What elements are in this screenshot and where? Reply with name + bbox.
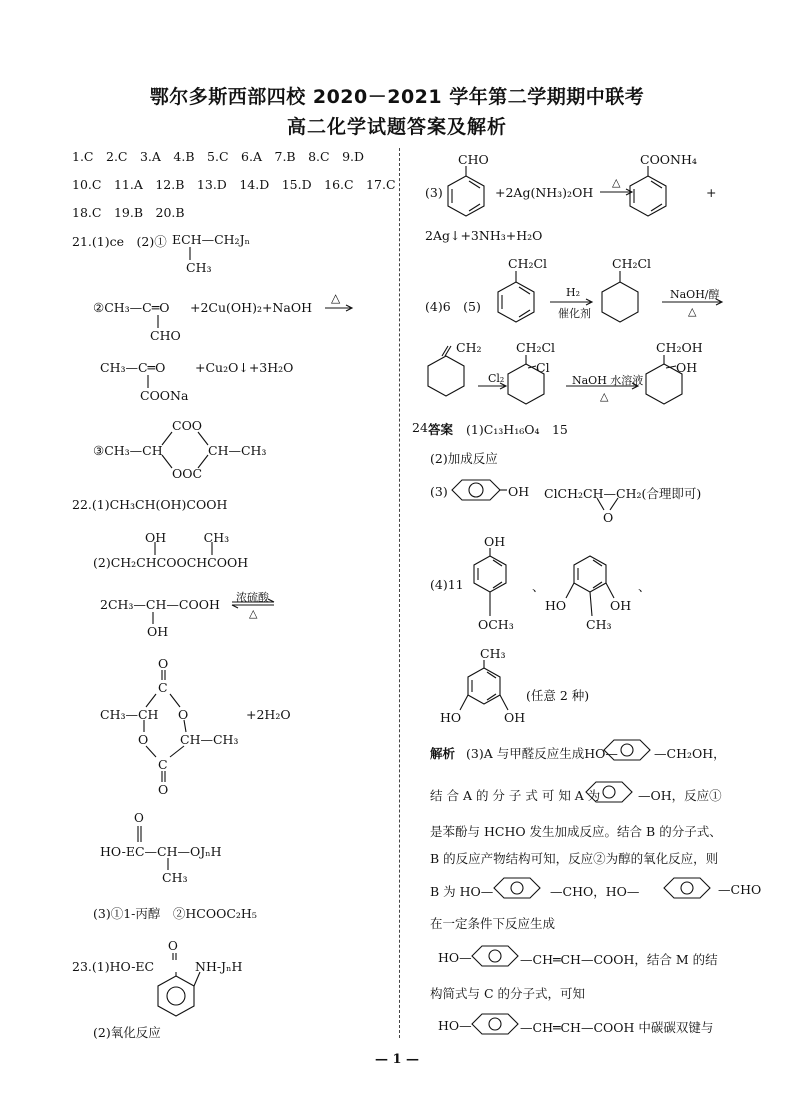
q23-ch2cl-2: CH₂Cl (612, 256, 652, 271)
q23-heat-2: △ (688, 305, 697, 318)
analysis-line-4: B 的反应产物结构可知，反应②为醇的氧化反应，则 (430, 851, 719, 866)
q22-r-sub: OH (147, 624, 169, 639)
q22-ring-o-left: O (138, 732, 149, 747)
analysis-line-1: (3)A 与甲醛反应生成HO— (466, 746, 618, 761)
q23-part4: (4)6 (5) (425, 299, 481, 314)
bond-line (198, 455, 208, 468)
bond-line (162, 432, 172, 445)
heat-symbol: △ (331, 291, 341, 305)
q21-r2-sub: CHO (150, 328, 181, 343)
choice-row-3: 18.C 19.B 20.B (72, 205, 185, 220)
analysis-line-8: 构简式与 C 的分子式，可知 (430, 986, 586, 1001)
benzene-ring (498, 282, 534, 322)
q21-polymer-sub: CH₃ (186, 260, 212, 275)
benzene-ring (574, 556, 606, 592)
bond-line (487, 672, 496, 678)
q21-r2-lead: ②CH₃—C═O (93, 300, 170, 315)
q22-part2: (2)CH₂CHCOOCHCOOH (93, 555, 249, 570)
benzene-ring (472, 1014, 518, 1034)
analysis-line-7-tail: —CH═CH—COOH，结合 M 的结 (520, 952, 718, 967)
q23-part3-tail: 2Ag↓+3NH₃+H₂O (425, 228, 543, 243)
bond-line (593, 582, 602, 588)
q24-part3-o: O (603, 510, 614, 525)
bond-line (487, 694, 496, 700)
analysis-line-5: B 为 HO— (430, 884, 494, 899)
q22-ring-o-right: O (178, 707, 189, 722)
q22-ring-c-bottom: C (158, 757, 168, 772)
q23-ch2cl-3: CH₂Cl (516, 340, 556, 355)
benzene-ring (586, 782, 632, 802)
q22-part1: 22.(1)CH₃CH(OH)COOH (72, 497, 228, 512)
q24-iso2-ho: HO (545, 598, 567, 613)
q22-ring-tail: +2H₂O (246, 707, 291, 722)
bond-line (460, 695, 468, 710)
analysis-line-3: 是苯酚与 HCHO 发生加成反应。结合 B 的分子式、 (430, 824, 722, 839)
bond-line (198, 432, 208, 445)
bond-line (170, 746, 184, 757)
page-subtitle: 高二化学试题答案及解析 (286, 116, 507, 138)
cyclohexane-ring (428, 356, 464, 396)
bond-line (651, 181, 662, 188)
bond-line (651, 204, 662, 211)
q23-heat-3: △ (600, 390, 609, 403)
q24-head: 24. (412, 420, 432, 435)
q24-answer-label: 答案 (428, 422, 454, 437)
q22-part2-top: OH CH₃ (145, 530, 230, 545)
q23-part3-lead: (3) (425, 185, 443, 200)
analysis-line-5-tail: —CHO (718, 882, 762, 897)
q21-r2-product-sub: COONa (140, 388, 189, 403)
analysis-label: 解析 (430, 746, 456, 761)
q23-ch2oh: CH₂OH (656, 340, 703, 355)
q23-cl: Cl (536, 360, 550, 375)
bond-line (590, 592, 592, 616)
cyclohexane-ring (508, 364, 544, 404)
bond-line (170, 694, 180, 707)
q22-ring-right: CH—CH₃ (180, 732, 239, 747)
benzene-ring (494, 878, 540, 898)
q24-iso2-ch3: CH₃ (586, 617, 612, 632)
q23-part1: 23.(1)HO-EC (72, 959, 155, 974)
bond-line (606, 583, 614, 598)
bond-line (469, 204, 480, 211)
q24-iso3-ho: HO (440, 710, 462, 725)
aromatic-circle (621, 744, 633, 756)
q21-r3-ooc: OOC (172, 466, 203, 481)
q23-catalyst: 催化剂 (558, 307, 591, 320)
benzene-ring (158, 976, 194, 1016)
q24-any2: (任意 2 种) (526, 688, 590, 703)
q21-r2-tail: +Cu₂O↓+3H₂O (195, 360, 294, 375)
aromatic-circle (681, 882, 693, 894)
q23-ch2cl-1: CH₂Cl (508, 256, 548, 271)
q23-part3-reagent: +2Ag(NH₃)₂OH (495, 185, 594, 200)
q21-r3-tail: CH—CH₃ (208, 443, 267, 458)
bond-line (493, 560, 502, 566)
q22-polymer-sub: CH₃ (162, 870, 188, 885)
aromatic-circle (489, 950, 501, 962)
q22-catalyst: 浓硫酸 (236, 591, 269, 604)
bond-line (610, 498, 618, 510)
benzene-ring (448, 176, 484, 216)
atom-label: O (134, 811, 144, 825)
atom-label: O (168, 939, 178, 953)
q23-coonh4-label: COONH₄ (640, 152, 697, 167)
bond-line (500, 695, 508, 710)
q22-r-lead: 2CH₃—CH—COOH (100, 597, 220, 612)
choice-row-1: 1.C 2.C 3.A 4.B 5.C 6.A 7.B 8.C 9.D (72, 149, 365, 164)
bond-line (442, 346, 448, 356)
bond-line (146, 746, 156, 757)
q23-naoh-alcohol: NaOH/醇 (670, 288, 720, 301)
q24-part4: (4)11 (430, 577, 464, 592)
q22-heat: △ (249, 607, 258, 620)
cyclohexane-ring (646, 364, 682, 404)
bond-line (194, 972, 200, 986)
q24-part3: (3) (430, 484, 448, 499)
q23-cho-label: CHO (458, 152, 489, 167)
analysis-line-9: HO— (438, 1018, 472, 1033)
analysis-line-6: 在一定条件下反应生成 (430, 916, 556, 931)
q21-polymer: ECH—CH₂Jₙ (172, 232, 250, 247)
q21-part1: 21.(1)ce (2)① (72, 234, 167, 249)
page-title: 鄂尔多斯西部四校 2020－2021 学年第二学期期中联考 (149, 86, 645, 108)
q23-h2: H₂ (566, 286, 581, 299)
q24-iso1-och3: OCH₃ (478, 617, 514, 632)
choice-row-2: 10.C 11.A 12.B 13.D 14.D 15.D 16.C 17.C (72, 177, 396, 192)
benzene-ring (474, 556, 506, 592)
analysis-line-1-tail: —CH₂OH， (654, 746, 726, 761)
q23-heat-1: △ (612, 176, 621, 189)
q24-part1: (1)C₁₃H₁₆O₄ 15 (466, 422, 568, 437)
q24-part2: (2)加成反应 (430, 451, 498, 466)
q23-plus: + (706, 185, 717, 200)
analysis-line-2-tail: —OH，反应① (638, 788, 722, 803)
bond-line (162, 455, 172, 468)
page-number: — 1 — (374, 1052, 420, 1067)
q22-ring-left: CH₃—CH (100, 707, 159, 722)
benzene-ring (468, 668, 500, 704)
q21-r3-lead: ③CH₃—CH (93, 443, 163, 458)
q22-part3: (3)①1-丙醇 ②HCOOC₂H₅ (93, 906, 257, 921)
analysis-line-5-mid: —CHO，HO— (550, 884, 640, 899)
q23-oh: OH (676, 360, 698, 375)
aromatic-circle (469, 483, 483, 497)
q23-part2: (2)氧化反应 (93, 1025, 161, 1040)
bond-line (519, 287, 530, 294)
q21-r2-reagent: +2Cu(OH)₂+NaOH (190, 300, 312, 315)
bond-line (593, 560, 602, 566)
bond-line (146, 694, 156, 707)
q21-r2-product: CH₃—C═O (100, 360, 166, 375)
q22-ring-o-bottom: O (158, 782, 169, 797)
q24-iso3-ch3: CH₃ (480, 646, 506, 661)
bond-line (566, 583, 574, 598)
q22-polymer: HO-EC—CH—OJₙH (100, 844, 222, 859)
bond-line (469, 181, 480, 188)
analysis-line-2: 结 合 A 的 分 子 式 可 知 A 为 (430, 788, 601, 803)
aromatic-circle (167, 987, 185, 1005)
q24-iso3-oh: OH (504, 710, 526, 725)
q23-cl2: Cl₂ (488, 372, 505, 385)
q24-sep-1: 、 (532, 579, 545, 594)
aromatic-circle (603, 786, 615, 798)
analysis-line-7: HO— (438, 950, 472, 965)
q24-iso1-oh: OH (484, 534, 506, 549)
bond-line (493, 582, 502, 588)
benzene-ring (664, 878, 710, 898)
cyclohexane-ring (602, 282, 638, 322)
bond-line (519, 310, 530, 317)
benzene-ring (604, 740, 650, 760)
analysis-line-9-tail: —CH═CH—COOH 中碳碳双键与 (520, 1020, 714, 1035)
aromatic-circle (489, 1018, 501, 1030)
q24-sep-2: 、 (638, 579, 651, 594)
q24-part3-oh: OH (508, 484, 530, 499)
q22-ring-c-top: C (158, 680, 168, 695)
q21-r3-coo: COO (172, 418, 203, 433)
benzene-ring (630, 176, 666, 216)
q23-naoh-aq: NaOH 水溶液 (572, 374, 644, 387)
aromatic-circle (511, 882, 523, 894)
bond-line (597, 498, 604, 510)
bond-line (184, 720, 186, 732)
benzene-ring (472, 946, 518, 966)
bond-line (445, 346, 451, 356)
q24-part3-b: ClCH₂CH—CH₂(合理即可) (544, 486, 702, 501)
q22-ring-o-top: O (158, 656, 169, 671)
q23-part1-tail: NH-JₙH (195, 959, 243, 974)
q23-ch2: CH₂ (456, 340, 482, 355)
q24-iso2-oh: OH (610, 598, 632, 613)
